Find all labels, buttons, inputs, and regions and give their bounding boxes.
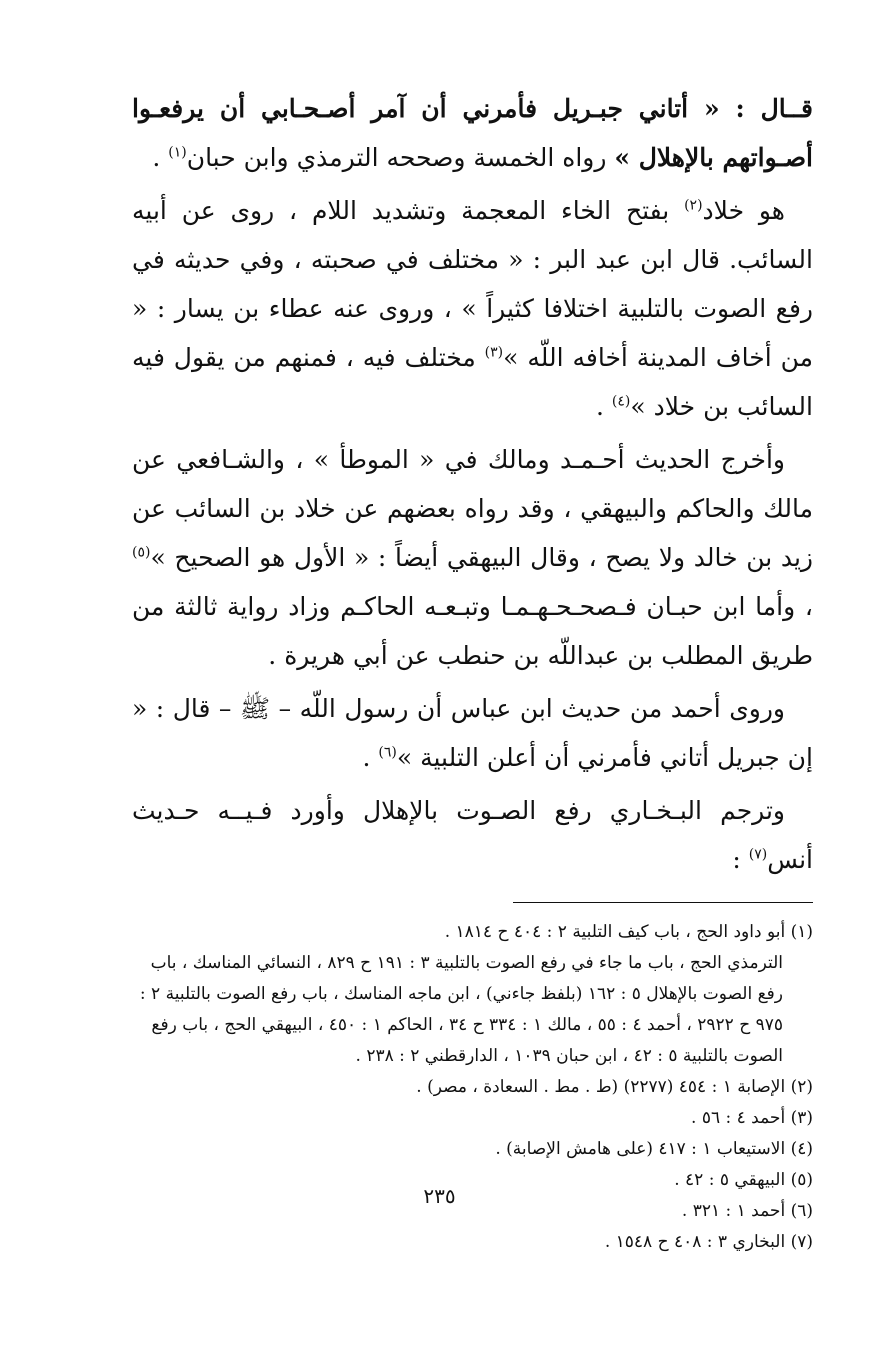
footnote-marker[interactable]: (٧) [748, 846, 768, 863]
paragraph-3 [132, 435, 813, 680]
footnote-1-continued: الترمذي الحج ، باب ما جاء في رفع الصوت بالتلبية ٣ : ١٩١ ح ٨٢٩ ، النسائي المناسك ، باب رفع الصوت بالإهلال ٥ : ١٦٢ (بلفظ جاءني) ، ابن ماجه المناسك ، باب رفع الصوت بالتلبية ٢ : ٩٧٥ ح ٢٩٢٢ ، أحمد ٤ : ٥٥ ، مالك ١ : ٣٣٤ ح ٣٤ ، الحاكم ١ : ٤٥٠ ، البيهقي الحج ، باب رفع الصوت بالتلبية ٥ : ٤٢ ، ابن حبان ١٠٣٩ ، الدارقطني ٢ : ٢٣٨ . [139, 953, 783, 1066]
footnote-3: (٣) أحمد ٤ : ٥٦ . [691, 1108, 813, 1128]
footnote-marker[interactable]: (٦) [378, 744, 397, 761]
paragraph-text: وترجم البـخـاري رفع الصـوت بالإهلال وأورد فـيــه حـديث أنس [132, 796, 813, 874]
paragraph-tail: . [362, 743, 379, 772]
footnote-divider [513, 902, 813, 903]
paragraph-text: رواه الخمسة وصححه الترمذي وابن حبان [186, 143, 615, 172]
page-number: ٢٣٥ [423, 1184, 456, 1208]
paragraph-2 [132, 186, 813, 431]
footnote-marker[interactable]: (١) [168, 144, 187, 161]
paragraph-tail: . [596, 392, 612, 421]
paragraph-tail: . [152, 143, 169, 172]
paragraph-text: هو خلاد [702, 196, 785, 225]
hadith-quote: قــال : « أتاني جبـريل فأمرني أن آمر أصـحـابي أن يرفعـوا أصـواتهم بالإهلال » [132, 94, 813, 172]
footnote-marker[interactable]: (٣) [484, 344, 504, 361]
paragraph-text: وأخرج الحديث أحـمـد ومالك في « الموطأ » ، والشـافعي عن مالك والحاكم والبيهقي ، وقد رواه بعضهم عن خلاد بن السائب عن زيد بن خالد ولا يصح ، وقال البيهقي أيضاً : « الأول هو الصحيح » [132, 445, 813, 572]
paragraph-tail: مختلف فيه ، فمنهم من يقول فيه السائب بن خلاد » [132, 343, 813, 421]
footnote-5: (٥) البيهقي ٥ : ٤٢ . [674, 1170, 813, 1190]
paragraph-tail: : [732, 845, 749, 874]
paragraph-1 [132, 84, 813, 182]
footnote-6: (٦) أحمد ١ : ٣٢١ . [681, 1201, 813, 1221]
footnote-1: (١) أبو داود الحج ، باب كيف التلبية ٢ : ٤٠٤ ح ١٨١٤ . [444, 922, 813, 942]
paragraph-tail: ، وأما ابن حبـان فـصحـحـهـمـا وتبـعـه الحاكـم وزاد رواية ثالثة من طريق المطلب بن عبداللّه بن حنطب عن أبي هريرة . [132, 592, 813, 670]
footnote-2: (٢) الإصابة ١ : ٤٥٤ (٢٢٧٧) (ط . مط . السعادة ، مصر) . [416, 1077, 813, 1097]
paragraph-5 [132, 786, 813, 884]
paragraph-text: وروى أحمد من حديث ابن عباس أن رسول اللّه – ﷺ – قال : « إن جبريل أتاني فأمرني أن أعلن التلبية » [132, 694, 813, 772]
paragraph-4 [132, 684, 813, 782]
footnote-marker[interactable]: (٤) [611, 393, 631, 410]
footnote-marker[interactable]: (٥) [132, 544, 151, 561]
footnote-marker[interactable]: (٢) [684, 197, 703, 214]
paragraph-tail: بفتح الخاء المعجمة وتشديد اللام ، روى عن أبيه السائب. قال ابن عبد البر : « مختلف في صحبته ، وفي حديثه في رفع الصوت بالتلبية اختلافا كثيراً » ، وروى عنه عطاء بن يسار : « من أخاف المدينة أخافه اللّه » [132, 196, 813, 372]
body-text [132, 84, 813, 884]
footnote-4: (٤) الاستيعاب ١ : ٤١٧ (على هامش الإصابة) . [495, 1139, 813, 1159]
footnote-7: (٧) البخاري ٣ : ٤٠٨ ح ١٥٤٨ . [604, 1232, 813, 1252]
